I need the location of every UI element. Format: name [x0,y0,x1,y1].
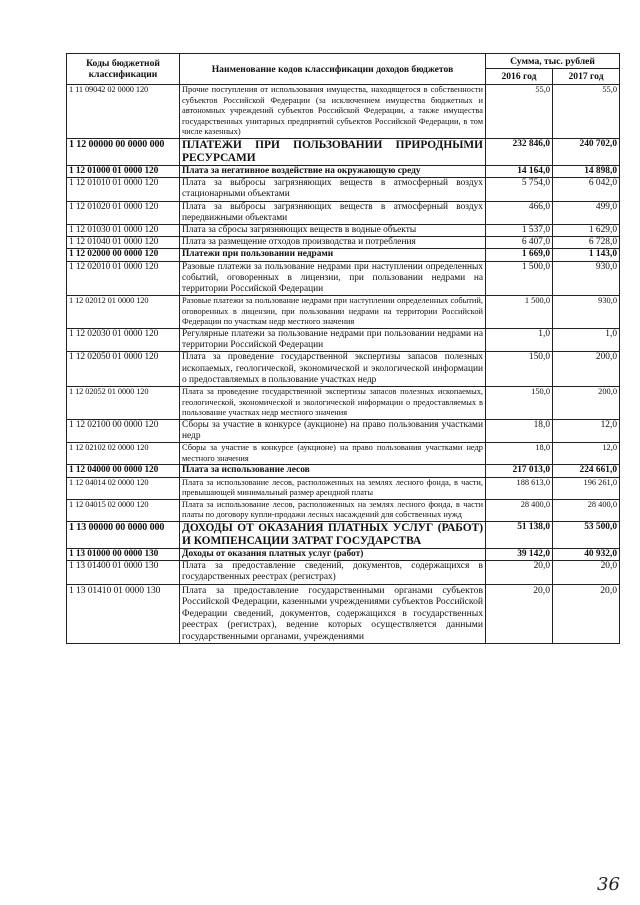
row-value-2017: 200,0 [553,352,620,387]
table-row [67,352,620,387]
table-body [67,85,620,644]
row-value-2017: 6 042,0 [553,178,620,201]
header-sum: Сумма, тыс. рублей [486,54,620,69]
table-row [67,261,620,296]
row-value-2016: 1 500,0 [486,261,553,296]
row-value-2017: 1 629,0 [553,224,620,236]
table-row [67,443,620,465]
table-header [67,54,620,85]
row-value-2016: 55,0 [486,85,553,139]
row-code: 1 12 02050 01 0000 120 [67,352,180,387]
header-name: Наименование кодов классификации доходов бюджетов [180,54,486,85]
table-row [67,499,620,521]
row-value-2016: 466,0 [486,201,553,224]
row-code: 1 12 02100 00 0000 120 [67,419,180,442]
row-code: 1 12 04014 02 0000 120 [67,477,180,499]
row-value-2016: 1 537,0 [486,224,553,236]
row-code: 1 12 04000 00 0000 120 [67,465,180,477]
table-row [67,237,620,249]
row-code: 1 12 02052 01 0000 120 [67,387,180,420]
row-code: 1 12 00000 00 0000 000 [67,138,180,165]
table-row [67,584,620,643]
row-value-2016: 217 013,0 [486,465,553,477]
row-value-2017: 1 143,0 [553,249,620,261]
row-value-2016: 51 138,0 [486,521,553,548]
row-value-2016: 1,0 [486,328,553,351]
row-value-2016: 232 846,0 [486,138,553,165]
row-value-2016: 18,0 [486,419,553,442]
row-value-2017: 12,0 [553,443,620,465]
row-value-2017: 240 702,0 [553,138,620,165]
row-value-2016: 20,0 [486,561,553,584]
row-name: Плата за предоставление государственными органами субъектов Российской Федерации, казенными учреждениями субъектов Российской Федерации сведений, документов, содержащихся в государственных реестрах (регистрах), ведение которых осуществляется данными государственными органами, учреждениями [180,584,486,643]
row-code: 1 12 02010 01 0000 120 [67,261,180,296]
row-code: 1 13 01410 01 0000 130 [67,584,180,643]
table-row [67,249,620,261]
revenue-table [66,53,620,644]
row-name: Разовые платежи за пользование недрами при наступлении определенных событий, оговоренных в лицензии, при пользовании недрами на территории Российской Федерации [180,261,486,296]
row-name: Плата за выбросы загрязняющих веществ в атмосферный воздух передвижными объектами [180,201,486,224]
table-row [67,465,620,477]
row-value-2017: 1,0 [553,328,620,351]
row-code: 1 11 09042 02 0000 120 [67,85,180,139]
row-code: 1 13 00000 00 0000 000 [67,521,180,548]
row-code: 1 12 01010 01 0000 120 [67,178,180,201]
row-value-2016: 188 613,0 [486,477,553,499]
row-name: Плата за выбросы загрязняющих веществ в атмосферный воздух стационарными объектами [180,178,486,201]
row-name: Разовые платежи за пользование недрами при наступлении определенных событий, оговоренных в лицензии, при пользовании недрами на территории Российской Федерации по участкам недр местного значения [180,296,486,329]
row-name: Плата за использование лесов, расположенных на землях лесного фонда, в части, превышающей минимальный размер арендной платы [180,477,486,499]
table-row [67,561,620,584]
row-value-2017: 14 898,0 [553,165,620,177]
table-row [67,521,620,548]
row-name: Регулярные платежи за пользование недрами при пользовании недрами на территории Российской Федерации [180,328,486,351]
row-value-2016: 150,0 [486,387,553,420]
row-value-2017: 196 261,0 [553,477,620,499]
row-value-2016: 39 142,0 [486,548,553,560]
table-row [67,138,620,165]
row-value-2017: 200,0 [553,387,620,420]
row-name: Плата за использование лесов [180,465,486,477]
row-code: 1 12 01040 01 0000 120 [67,237,180,249]
row-name: ДОХОДЫ ОТ ОКАЗАНИЯ ПЛАТНЫХ УСЛУГ (РАБОТ) И КОМПЕНСАЦИИ ЗАТРАТ ГОСУДАРСТВА [180,521,486,548]
table-row [67,419,620,442]
table-row [67,201,620,224]
table-row [67,224,620,236]
row-value-2017: 20,0 [553,584,620,643]
row-name: Плата за проведение государственной экспертизы запасов полезных ископаемых, геологической, экономической и экологической информации о предоставляемых в пользование участках недр местного значения [180,387,486,420]
row-name: Сборы за участие в конкурсе (аукционе) на право пользования участками недр местного значения [180,443,486,465]
row-code: 1 13 01000 00 0000 130 [67,548,180,560]
row-code: 1 12 01030 01 0000 120 [67,224,180,236]
header-code: Коды бюджетной классификации [67,54,180,85]
row-value-2017: 55,0 [553,85,620,139]
page-number: 36 [597,874,620,895]
row-value-2016: 18,0 [486,443,553,465]
row-value-2017: 20,0 [553,561,620,584]
row-value-2016: 1 669,0 [486,249,553,261]
row-code: 1 12 02012 01 0000 120 [67,296,180,329]
table-row [67,296,620,329]
row-name: Платежи при пользовании недрами [180,249,486,261]
row-value-2016: 14 164,0 [486,165,553,177]
row-value-2017: 6 728,0 [553,237,620,249]
row-value-2016: 6 407,0 [486,237,553,249]
table-row [67,548,620,560]
table-row [67,387,620,420]
row-name: Плата за использование лесов, расположенных на землях лесного фонда, в части платы по договору купли-продажи лесных насаждений для собственных нужд [180,499,486,521]
row-value-2016: 1 500,0 [486,296,553,329]
row-value-2017: 12,0 [553,419,620,442]
table-row [67,85,620,139]
row-value-2016: 5 754,0 [486,178,553,201]
row-code: 1 12 02030 01 0000 120 [67,328,180,351]
table-row [67,477,620,499]
row-code: 1 12 04015 02 0000 120 [67,499,180,521]
row-value-2017: 930,0 [553,296,620,329]
row-code: 1 12 01020 01 0000 120 [67,201,180,224]
row-code: 1 13 01400 01 0000 130 [67,561,180,584]
row-value-2017: 40 932,0 [553,548,620,560]
row-name: Сборы за участие в конкурсе (аукционе) на право пользования участками недр [180,419,486,442]
row-name: Плата за размещение отходов производства и потребления [180,237,486,249]
row-value-2016: 28 400,0 [486,499,553,521]
row-code: 1 12 02000 00 0000 120 [67,249,180,261]
row-name: Прочие поступления от использования имущества, находящегося в собственности субъектов Российской Федерации (за исключением имущества бюджетных и автономных учреждений субъектов Российской Федерации, а также имущества государственных унитарных предприятий субъектов Российской Федерации, в том числе казенных) [180,85,486,139]
table-row [67,165,620,177]
header-year-2017: 2017 год [553,69,620,85]
table-row [67,178,620,201]
row-name: Плата за негативное воздействие на окружающую среду [180,165,486,177]
row-name: ПЛАТЕЖИ ПРИ ПОЛЬЗОВАНИИ ПРИРОДНЫМИ РЕСУРСАМИ [180,138,486,165]
row-value-2017: 53 500,0 [553,521,620,548]
row-code: 1 12 01000 01 0000 120 [67,165,180,177]
table-row [67,328,620,351]
header-year-2016: 2016 год [486,69,553,85]
row-name: Плата за предоставление сведений, документов, содержащихся в государственных реестрах (регистрах) [180,561,486,584]
row-value-2016: 20,0 [486,584,553,643]
row-name: Плата за проведение государственной экспертизы запасов полезных ископаемых, геологической, экономической и экологической информации о предоставляемых в пользование участках недр [180,352,486,387]
row-value-2017: 28 400,0 [553,499,620,521]
row-code: 1 12 02102 02 0000 120 [67,443,180,465]
row-value-2017: 224 661,0 [553,465,620,477]
row-value-2017: 930,0 [553,261,620,296]
row-value-2017: 499,0 [553,201,620,224]
row-name: Плата за сбросы загрязняющих веществ в водные объекты [180,224,486,236]
row-name: Доходы от оказания платных услуг (работ) [180,548,486,560]
row-value-2016: 150,0 [486,352,553,387]
